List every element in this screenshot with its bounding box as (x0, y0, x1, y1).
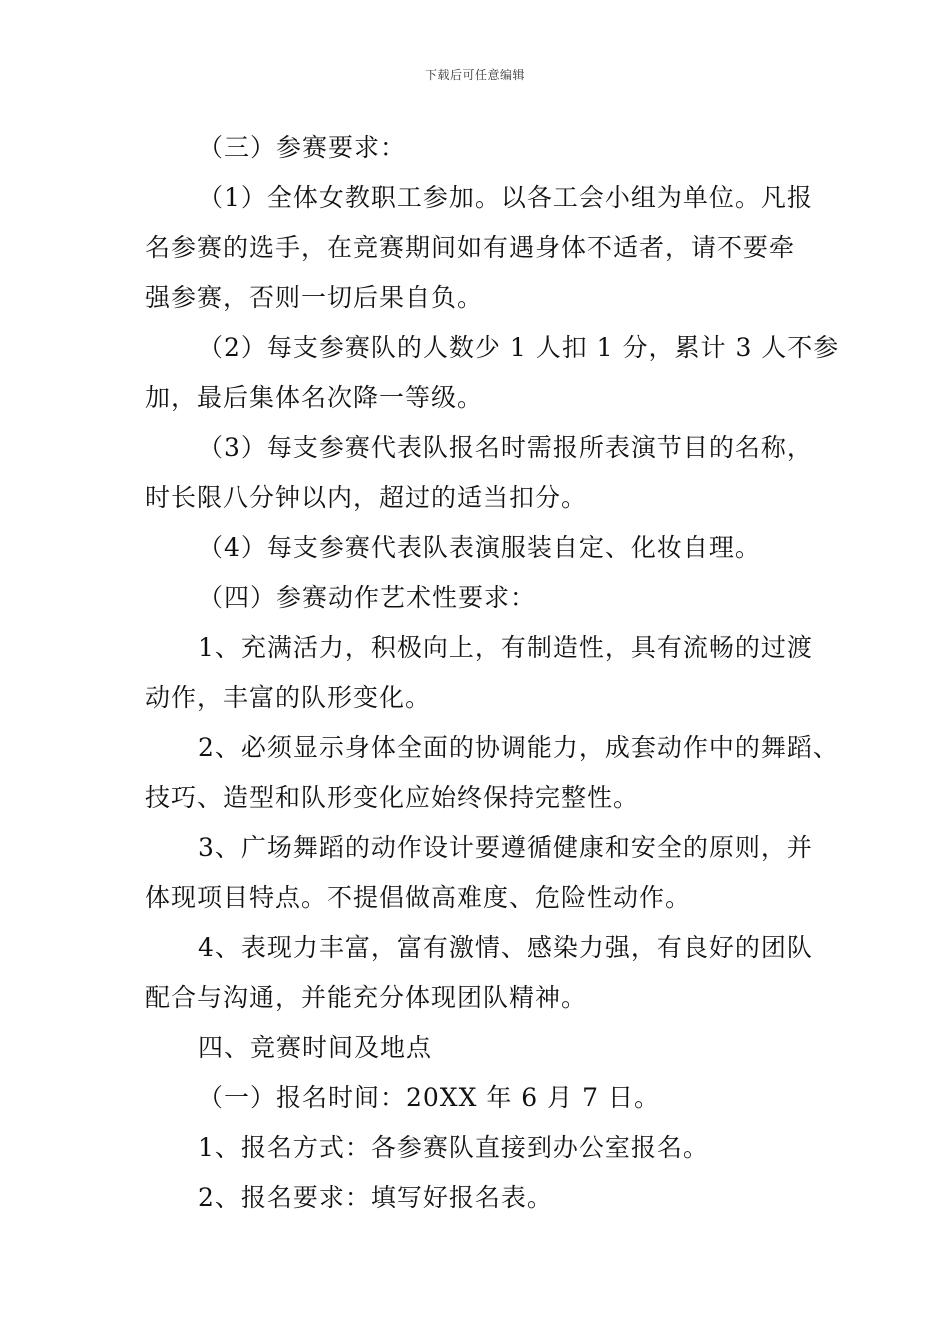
paragraph-line: 2、必须显示身体全面的协调能力，成套动作中的舞蹈、 (198, 733, 839, 762)
page-header: 下载后可任意编辑 (424, 68, 525, 82)
paragraph-line: 名参赛的选手，在竞赛期间如有遇身体不适者，请不要牵 (145, 233, 796, 262)
paragraph-line: 3、广场舞蹈的动作设计要遵循健康和安全的原则，并 (198, 833, 813, 862)
paragraph-line: （2）每支参赛队的人数少 1 人扣 1 分，累计 3 人不参 (198, 333, 840, 362)
paragraph-line: 1、报名方式：各参赛队直接到办公室报名。 (198, 1133, 709, 1162)
section-heading-artistry: （四）参赛动作艺术性要求： (198, 583, 537, 612)
paragraph-line: 强参赛，否则一切后果自负。 (145, 283, 484, 312)
section-heading-requirements: （三）参赛要求： (198, 133, 407, 162)
paragraph-line: 体现项目特点。不提倡做高难度、危险性动作。 (145, 883, 692, 912)
paragraph-line: 配合与沟通，并能充分体现团队精神。 (145, 983, 588, 1012)
paragraph-line: 2、报名要求：填写好报名表。 (198, 1183, 553, 1212)
paragraph-line: （4）每支参赛代表队表演服装自定、化妆自理。 (198, 533, 761, 562)
paragraph-line: 1、充满活力，积极向上，有制造性，具有流畅的过渡 (198, 633, 813, 662)
paragraph-line: 动作，丰富的队形变化。 (145, 683, 432, 712)
section-heading-time-place: 四、竞赛时间及地点 (198, 1033, 433, 1062)
paragraph-line: 4、表现力丰富，富有激情、感染力强，有良好的团队 (198, 933, 813, 962)
paragraph-line: 技巧、造型和队形变化应始终保持完整性。 (145, 783, 640, 812)
paragraph-line: （3）每支参赛代表队报名时需报所表演节目的名称， (198, 433, 813, 462)
paragraph-line: 加，最后集体名次降一等级。 (145, 383, 484, 412)
paragraph-line: （1）全体女教职工参加。以各工会小组为单位。凡报 (198, 183, 813, 212)
paragraph-line: 时长限八分钟以内，超过的适当扣分。 (145, 483, 588, 512)
paragraph-line: （一）报名时间：20XX 年 6 月 7 日。 (198, 1083, 660, 1112)
